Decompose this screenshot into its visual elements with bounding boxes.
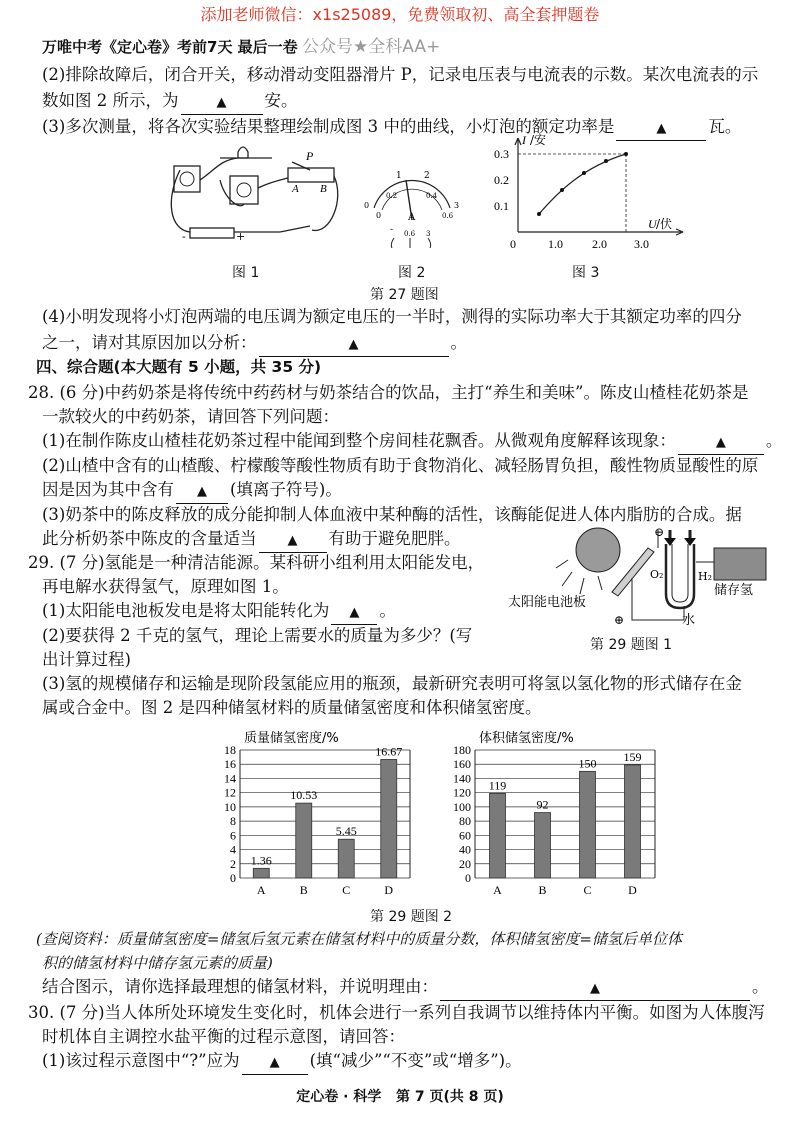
bar-value-label: 119 — [488, 778, 507, 793]
q30-part1 — [42, 1050, 522, 1075]
q28-part3-pre: 此分析奶茶中陈皮的含量适当 — [42, 529, 257, 548]
graph-xtick-0: 0 — [510, 237, 516, 251]
graph-xlabel-unit: /伏 — [656, 217, 673, 231]
q28-line1: 28. (6 分)中药奶茶是将传统中药药材与奶茶结合的饮品，主打“养生和美味”。陈皮山楂桂花奶茶是 — [28, 383, 749, 402]
answer-mark: ▲ — [216, 95, 227, 110]
q27-part2-line2 — [42, 90, 298, 115]
q28-part3-post: 有助于避免肥胖。 — [328, 529, 461, 548]
q30-line2: 时机体自主调控水盐平衡的过程示意图，请回答： — [42, 1027, 405, 1046]
x-tick-label: C — [342, 883, 351, 897]
fig1-panel-label: 太阳能电池板 — [508, 595, 587, 610]
q30-part1-blank — [242, 1050, 308, 1075]
q27-part4-pre: 之一，请对其原因加以分析： — [42, 333, 257, 352]
q27-fig1-caption: 图 1 — [232, 265, 260, 281]
graph-ytick-0.3: 0.3 — [494, 147, 509, 161]
meter-tick-3-outer: 3 — [454, 201, 460, 210]
x-tick-label: A — [256, 883, 266, 897]
circuit-label-b: B — [320, 183, 327, 195]
q27-part3-pre: (3)多次测量，将各次实验结果整理绘制成图 3 中的曲线，小灯泡的额定功率是 — [42, 117, 615, 136]
header-watermark: 公众号★全科AA+ — [302, 37, 441, 57]
q27-part2-blank — [181, 90, 263, 115]
graph-xtick-2: 2.0 — [592, 237, 607, 251]
bar — [253, 868, 269, 878]
y-tick-label: 180 — [453, 743, 471, 757]
y-tick-label: 80 — [459, 814, 471, 829]
y-tick-label: 16 — [224, 757, 236, 772]
chart-title: 体积储氢密度/% — [479, 731, 574, 746]
q27-part4-post: 。 — [450, 333, 467, 352]
graph-ytick-0.2: 0.2 — [494, 173, 509, 187]
y-tick-label: 40 — [459, 842, 471, 857]
meter-tick-0.4: 0.4 — [426, 192, 438, 200]
answer-mark: ▲ — [715, 435, 726, 450]
y-tick-label: 2 — [230, 856, 236, 871]
x-tick-label: D — [384, 883, 394, 897]
section-heading: 四、综合题(本大题有 5 小题，共 35 分) — [36, 358, 322, 376]
q30-line1: 30. (7 分)当人体所处环境发生变化时，机体会进行一系列自我调节以维持体内平衡。如图为人体腹泻 — [28, 1003, 765, 1022]
bar — [580, 771, 596, 878]
page-footer: 定心卷 · 科学 第 7 页(共 8 页) — [296, 1089, 504, 1105]
meter-tick-0.2: 0.2 — [386, 192, 398, 200]
q30-part1-pre: (1)该过程示意图中“?”应为 — [42, 1051, 240, 1070]
q29-part3-line1: (3)氢的规模储存和运输是现阶段氢能应用的瓶颈，最新研究表明可将氢以氢化物的形式储存在金 — [42, 674, 742, 693]
q29-fig2-charts — [200, 728, 660, 908]
q28-part3-line2 — [42, 528, 461, 553]
q29-note-line1: (查阅资料：质量储氢密度=储氢后氢元素在储氢材料中的质量分数，体积储氢密度=储氢后单位体 — [36, 930, 682, 948]
q27-part2-pre: 数如图 2 所示，为 — [42, 91, 179, 110]
bar-value-label: 1.36 — [250, 853, 272, 868]
x-tick-label: B — [299, 883, 308, 897]
x-tick-label: D — [628, 883, 637, 897]
y-tick-label: 10 — [224, 799, 236, 814]
q27-part4-line1: (4)小明发现将小灯泡两端的电压调为额定电压的一半时，测得的实际功率大于其额定功率的四分 — [42, 307, 742, 326]
answer-mark: ▲ — [656, 121, 667, 136]
bar-value-label: 150 — [578, 756, 597, 771]
graph-ylabel-i: I — [522, 133, 526, 147]
q27-fig2-caption: 图 2 — [398, 265, 426, 281]
circuit-label-a: A — [292, 183, 299, 195]
y-tick-label: 14 — [224, 771, 236, 786]
q27-part4-blank — [259, 332, 449, 357]
bar-value-label: 16.67 — [375, 744, 403, 759]
q28-part2-line1: (2)山楂中含有的山楂酸、柠檬酸等酸性物质有助于食物消化、减轻肠胃负担，酸性物质显酸性的原 — [42, 456, 759, 475]
q29-part2-line1: (2)要获得 2 千克的氢气，理论上需要水的质量为多少？(写 — [42, 626, 473, 645]
meter-tick-0-outer: 0 — [364, 201, 370, 210]
q27-part3-post: 瓦。 — [708, 117, 742, 136]
q29-part1-blank — [331, 600, 377, 625]
q29-last — [42, 976, 769, 1001]
bar — [381, 759, 397, 878]
meter-tick-0.6: 0.6 — [442, 212, 454, 220]
y-tick-label: 140 — [453, 771, 471, 786]
meter-tick-0-inner: 0 — [376, 211, 382, 220]
graph-xlabel-u: U — [648, 217, 657, 231]
mass-density-chart — [224, 730, 410, 897]
q28-part3-line1: (3)奶茶中的陈皮释放的成分能抑制人体血液中某种酶的活性，该酶能促进人体内脂肪的合成。据 — [42, 505, 742, 524]
answer-mark: ▲ — [287, 533, 298, 548]
graph-xtick-1: 1.0 — [548, 237, 563, 251]
answer-mark: ▲ — [348, 337, 359, 352]
meter-terminal-06: 0.6 — [404, 230, 416, 238]
q29-last-post: 。 — [752, 977, 769, 996]
q29-part1-post: 。 — [379, 601, 396, 620]
q28-part1-pre: (1)在制作陈皮山楂桂花奶茶过程中能闻到整个房间桂花飘香。从微观角度解释该现象： — [42, 431, 676, 450]
q28-part3-blank — [259, 528, 327, 553]
answer-mark: ▲ — [349, 605, 360, 620]
meter-unit: A — [408, 212, 416, 223]
q27-fig3-caption: 图 3 — [572, 265, 600, 281]
fig1-minus: ⊖ — [654, 525, 665, 539]
q29-part1 — [42, 600, 396, 625]
y-tick-label: 60 — [459, 828, 471, 843]
q27-part2-line1: (2)排除故障后，闭合开关，移动滑动变阻器滑片 P，记录电压表与电流表的示数。某次电流表的示 — [42, 65, 759, 84]
fig1-h2: H₂ — [698, 570, 713, 583]
q28-part2-pre: 因是因为其中含有 — [42, 480, 174, 499]
q28-part1-blank — [678, 430, 764, 455]
bar — [625, 765, 641, 878]
y-tick-label: 0 — [465, 871, 471, 885]
q29-note-line2: 积的储氢材料中储存氢元素的质量) — [42, 954, 273, 972]
y-tick-label: 100 — [453, 799, 471, 814]
circuit-plus: + — [236, 230, 246, 243]
q27-part2-post: 安。 — [264, 91, 298, 110]
y-tick-label: 18 — [224, 743, 236, 757]
q27-part4-line2 — [42, 332, 467, 357]
fig1-water-label: 水 — [682, 613, 696, 628]
graph-ytick-0.1: 0.1 — [494, 199, 509, 213]
meter-terminal-3: 3 — [426, 230, 431, 238]
q29-last-blank — [440, 976, 750, 1001]
q29-fig1-caption: 第 29 题图 1 — [590, 637, 673, 653]
bar-value-label: 92 — [536, 797, 549, 812]
q29-part2-line2: 出计算过程) — [42, 650, 131, 669]
y-tick-label: 120 — [453, 785, 471, 800]
bar-value-label: 159 — [623, 749, 642, 764]
meter-terminal-minus: - — [390, 225, 394, 235]
q28-line2: 一款较火的中药奶茶，请回答下列问题： — [42, 407, 339, 426]
q29-last-pre: 结合图示，请你选择最理想的储氢材料，并说明理由： — [42, 977, 438, 996]
header-title: 万唯中考《定心卷》考前7天 最后一卷 — [42, 38, 298, 56]
graph-ylabel-unit: /安 — [530, 133, 547, 147]
bar-value-label: 10.53 — [290, 788, 318, 803]
q28-part2-blank — [176, 479, 228, 504]
circuit-minus: - — [182, 230, 186, 243]
top-banner: 添加老师微信：x1s25089，免费领取初、高全套押题卷 — [200, 5, 600, 24]
q27-fig3-graph — [488, 132, 688, 258]
answer-mark: ▲ — [590, 981, 600, 996]
bar — [296, 803, 312, 878]
q28-part2-post: (填离子符号)。 — [230, 480, 342, 499]
answer-mark: ▲ — [197, 484, 207, 499]
q28-part1 — [42, 430, 782, 455]
q28-part2-line2 — [42, 479, 342, 504]
fig1-o2: O₂ — [650, 568, 664, 581]
y-tick-label: 160 — [453, 757, 471, 772]
graph-xtick-3: 3.0 — [634, 237, 649, 251]
circuit-label-p: P — [306, 149, 314, 163]
fig1-plus: ⊕ — [614, 613, 625, 627]
y-tick-label: 4 — [230, 842, 236, 857]
bar — [535, 813, 551, 878]
q29-line1: 29. (7 分)氢能是一种清洁能源。某科研小组利用太阳能发电， — [28, 553, 485, 572]
x-tick-label: C — [583, 883, 592, 897]
answer-mark: ▲ — [269, 1055, 280, 1070]
bar — [338, 839, 354, 878]
y-tick-label: 8 — [230, 814, 236, 829]
q29-fig2-caption: 第 29 题图 2 — [370, 909, 453, 925]
q29-part1-pre: (1)太阳能电池板发电是将太阳能转化为 — [42, 601, 330, 620]
y-tick-label: 0 — [230, 871, 236, 885]
meter-tick-1: 1 — [396, 171, 402, 181]
q28-part1-post: 。 — [765, 431, 783, 450]
q27-fig1-circuit — [160, 140, 350, 250]
x-tick-label: B — [538, 883, 547, 897]
q29-fig1-electrolysis — [508, 520, 770, 630]
bar-value-label: 5.45 — [335, 824, 357, 839]
q29-line2: 再电解水获得氢气，原理如图 1。 — [42, 577, 289, 596]
q27-fig2-ammeter — [362, 168, 462, 248]
y-tick-label: 12 — [224, 785, 236, 800]
bar — [490, 793, 506, 878]
x-tick-label: A — [493, 883, 502, 897]
meter-tick-2: 2 — [424, 171, 430, 181]
volume-density-chart — [453, 730, 655, 897]
chart-title: 质量储氢密度/% — [244, 731, 339, 746]
q27-fig-title: 第 27 题图 — [370, 287, 439, 303]
q29-part3-line2: 属或合金中。图 2 是四种储氢材料的质量储氢密度和体积储氢密度。 — [42, 698, 542, 717]
q30-part1-post: (填“减少”“不变”或“增多”)。 — [309, 1051, 522, 1070]
y-tick-label: 20 — [459, 856, 471, 871]
fig1-storage: 储存氢 — [714, 583, 754, 598]
y-tick-label: 6 — [230, 828, 236, 843]
